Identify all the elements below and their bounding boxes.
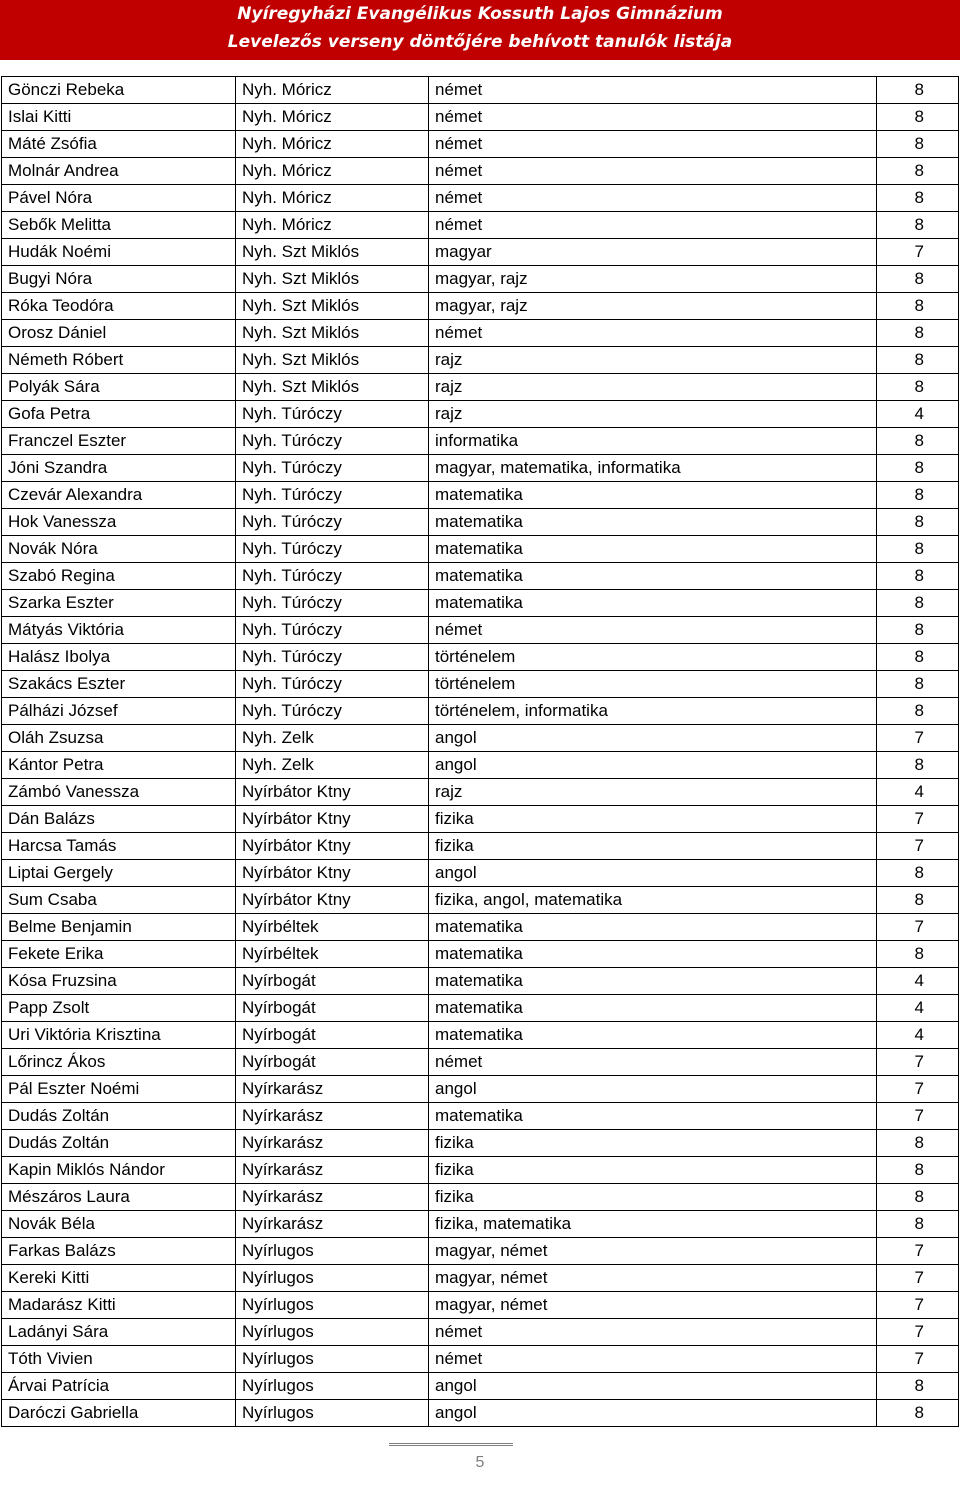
table-row [2,1238,959,1265]
student-name-cell: Szakács Eszter [2,671,236,698]
table-row [2,833,959,860]
subject-cell: fizika [429,833,877,860]
school-cell: Nyírkarász [236,1103,429,1130]
grade-cell: 8 [877,644,959,671]
subject-cell: rajz [429,779,877,806]
student-name-cell: Kereki Kitti [2,1265,236,1292]
grade-cell: 8 [877,860,959,887]
table-row [2,509,959,536]
subject-cell: magyar, német [429,1238,877,1265]
subject-cell: német [429,320,877,347]
table-row [2,158,959,185]
grade-cell: 8 [877,698,959,725]
student-name-cell: Lőrincz Ákos [2,1049,236,1076]
grade-cell: 8 [877,941,959,968]
table-row [2,374,959,401]
student-name-cell: Máté Zsófia [2,131,236,158]
student-name-cell: Sebők Melitta [2,212,236,239]
grade-cell: 8 [877,158,959,185]
subject-cell: matematika [429,563,877,590]
grade-cell: 8 [877,671,959,698]
school-cell: Nyh. Szt Miklós [236,320,429,347]
grade-cell: 8 [877,563,959,590]
school-cell: Nyh. Túróczy [236,482,429,509]
school-cell: Nyh. Móricz [236,104,429,131]
student-name-cell: Dán Balázs [2,806,236,833]
table-row [2,617,959,644]
table-row [2,536,959,563]
school-cell: Nyh. Móricz [236,131,429,158]
school-cell: Nyh. Zelk [236,725,429,752]
grade-cell: 7 [877,239,959,266]
student-name-cell: Kántor Petra [2,752,236,779]
subject-cell: angol [429,752,877,779]
student-name-cell: Róka Teodóra [2,293,236,320]
grade-cell: 8 [877,509,959,536]
grade-cell: 8 [877,428,959,455]
school-cell: Nyírbéltek [236,914,429,941]
grade-cell: 8 [877,374,959,401]
school-cell: Nyírlugos [236,1400,429,1427]
grade-cell: 4 [877,995,959,1022]
grade-cell: 8 [877,1373,959,1400]
student-name-cell: Molnár Andrea [2,158,236,185]
grade-cell: 8 [877,887,959,914]
student-name-cell: Pál Eszter Noémi [2,1076,236,1103]
student-name-cell: Németh Róbert [2,347,236,374]
table-row [2,1076,959,1103]
school-cell: Nyh. Túróczy [236,671,429,698]
grade-cell: 8 [877,455,959,482]
subject-cell: angol [429,1076,877,1103]
student-name-cell: Liptai Gergely [2,860,236,887]
table-row [2,1022,959,1049]
subject-cell: fizika [429,806,877,833]
list-title: Levelezős verseny döntőjére behívott tanulók listája [227,32,733,52]
subject-cell: angol [429,1400,877,1427]
student-name-cell: Franczel Eszter [2,428,236,455]
student-name-cell: Dudás Zoltán [2,1130,236,1157]
school-cell: Nyírbátor Ktny [236,887,429,914]
subject-cell: informatika [429,428,877,455]
student-name-cell: Ladányi Sára [2,1319,236,1346]
grade-cell: 7 [877,1319,959,1346]
grade-cell: 8 [877,293,959,320]
school-cell: Nyh. Móricz [236,185,429,212]
grade-cell: 8 [877,1130,959,1157]
subject-cell: rajz [429,347,877,374]
document-header [0,0,960,60]
table-row [2,563,959,590]
school-cell: Nyírbogát [236,995,429,1022]
school-cell: Nyírlugos [236,1265,429,1292]
table-row [2,131,959,158]
school-cell: Nyírbogát [236,1049,429,1076]
subject-cell: rajz [429,374,877,401]
table-row [2,1130,959,1157]
student-name-cell: Polyák Sára [2,374,236,401]
subject-cell: történelem, informatika [429,698,877,725]
subject-cell: német [429,617,877,644]
table-row [2,752,959,779]
subject-cell: történelem [429,644,877,671]
subject-cell: matematika [429,1103,877,1130]
student-name-cell: Hudák Noémi [2,239,236,266]
student-name-cell: Kósa Fruzsina [2,968,236,995]
school-cell: Nyh. Túróczy [236,563,429,590]
school-cell: Nyírbátor Ktny [236,806,429,833]
table-row [2,1319,959,1346]
student-name-cell: Mészáros Laura [2,1184,236,1211]
student-name-cell: Árvai Patrícia [2,1373,236,1400]
subject-cell: angol [429,860,877,887]
subject-cell: matematika [429,968,877,995]
table-row [2,104,959,131]
subject-cell: matematika [429,1022,877,1049]
table-row [2,698,959,725]
student-name-cell: Papp Zsolt [2,995,236,1022]
student-name-cell: Novák Béla [2,1211,236,1238]
grade-cell: 7 [877,1292,959,1319]
table-row [2,1346,959,1373]
student-name-cell: Orosz Dániel [2,320,236,347]
grade-cell: 7 [877,1076,959,1103]
grade-cell: 8 [877,752,959,779]
school-cell: Nyírkarász [236,1130,429,1157]
school-cell: Nyh. Móricz [236,158,429,185]
subject-cell: matematika [429,482,877,509]
school-cell: Nyh. Móricz [236,212,429,239]
table-row [2,185,959,212]
subject-cell: magyar, matematika, informatika [429,455,877,482]
school-cell: Nyh. Szt Miklós [236,374,429,401]
school-cell: Nyh. Túróczy [236,401,429,428]
student-name-cell: Szarka Eszter [2,590,236,617]
subject-cell: magyar, rajz [429,266,877,293]
table-row [2,1292,959,1319]
subject-cell: magyar, rajz [429,293,877,320]
table-row [2,1049,959,1076]
table-row [2,1103,959,1130]
student-name-cell: Halász Ibolya [2,644,236,671]
school-name: Nyíregyházi Evangélikus Kossuth Lajos Gimnázium [237,4,723,24]
student-name-cell: Tóth Vivien [2,1346,236,1373]
subject-cell: angol [429,725,877,752]
school-cell: Nyh. Szt Miklós [236,347,429,374]
subject-cell: német [429,131,877,158]
grade-cell: 7 [877,1346,959,1373]
subject-cell: német [429,185,877,212]
student-name-cell: Fekete Erika [2,941,236,968]
school-cell: Nyh. Túróczy [236,698,429,725]
student-name-cell: Madarász Kitti [2,1292,236,1319]
subject-cell: fizika, matematika [429,1211,877,1238]
table-row [2,77,959,104]
student-name-cell: Czevár Alexandra [2,482,236,509]
school-cell: Nyírbogát [236,968,429,995]
grade-cell: 8 [877,482,959,509]
student-name-cell: Gofa Petra [2,401,236,428]
school-cell: Nyírlugos [236,1238,429,1265]
table-row [2,671,959,698]
student-name-cell: Jóni Szandra [2,455,236,482]
subject-cell: matematika [429,941,877,968]
school-cell: Nyírbogát [236,1022,429,1049]
student-table [1,76,959,1427]
student-name-cell: Mátyás Viktória [2,617,236,644]
school-cell: Nyírlugos [236,1346,429,1373]
subject-cell: angol [429,1373,877,1400]
grade-cell: 4 [877,1022,959,1049]
school-cell: Nyh. Túróczy [236,590,429,617]
student-name-cell: Zámbó Vanessza [2,779,236,806]
school-cell: Nyh. Szt Miklós [236,239,429,266]
grade-cell: 7 [877,1265,959,1292]
subject-cell: fizika, angol, matematika [429,887,877,914]
subject-cell: fizika [429,1157,877,1184]
table-row [2,212,959,239]
subject-cell: magyar [429,239,877,266]
student-name-cell: Islai Kitti [2,104,236,131]
page-number: 5 [475,1454,485,1471]
grade-cell: 8 [877,1157,959,1184]
school-cell: Nyírlugos [236,1373,429,1400]
grade-cell: 7 [877,833,959,860]
school-cell: Nyh. Móricz [236,77,429,104]
table-row [2,401,959,428]
table-row [2,968,959,995]
subject-cell: fizika [429,1130,877,1157]
school-cell: Nyh. Túróczy [236,509,429,536]
student-name-cell: Harcsa Tamás [2,833,236,860]
student-name-cell: Uri Viktória Krisztina [2,1022,236,1049]
table-row [2,995,959,1022]
school-cell: Nyh. Túróczy [236,644,429,671]
school-cell: Nyírbátor Ktny [236,833,429,860]
school-cell: Nyírbéltek [236,941,429,968]
school-cell: Nyírlugos [236,1292,429,1319]
table-row [2,1211,959,1238]
grade-cell: 4 [877,968,959,995]
student-name-cell: Farkas Balázs [2,1238,236,1265]
grade-cell: 8 [877,1184,959,1211]
grade-cell: 7 [877,1049,959,1076]
table-row [2,644,959,671]
grade-cell: 8 [877,320,959,347]
grade-cell: 8 [877,1211,959,1238]
subject-cell: történelem [429,671,877,698]
grade-cell: 8 [877,1400,959,1427]
grade-cell: 8 [877,212,959,239]
grade-cell: 8 [877,131,959,158]
table-row [2,428,959,455]
grade-cell: 8 [877,104,959,131]
table-row [2,860,959,887]
school-cell: Nyírbátor Ktny [236,860,429,887]
subject-cell: német [429,158,877,185]
grade-cell: 4 [877,779,959,806]
school-cell: Nyírkarász [236,1211,429,1238]
subject-cell: német [429,1346,877,1373]
student-name-cell: Oláh Zsuzsa [2,725,236,752]
table-row [2,266,959,293]
student-name-cell: Pálházi József [2,698,236,725]
student-name-cell: Dudás Zoltán [2,1103,236,1130]
subject-cell: magyar, német [429,1292,877,1319]
student-name-cell: Belme Benjamin [2,914,236,941]
school-cell: Nyh. Túróczy [236,455,429,482]
subject-cell: matematika [429,509,877,536]
student-name-cell: Daróczi Gabriella [2,1400,236,1427]
table-row [2,239,959,266]
table-row [2,1400,959,1427]
grade-cell: 7 [877,914,959,941]
student-name-cell: Hok Vanessza [2,509,236,536]
school-cell: Nyírbátor Ktny [236,779,429,806]
grade-cell: 8 [877,185,959,212]
grade-cell: 7 [877,1238,959,1265]
table-row [2,293,959,320]
grade-cell: 8 [877,347,959,374]
table-row [2,320,959,347]
grade-cell: 7 [877,806,959,833]
subject-cell: matematika [429,914,877,941]
grade-cell: 7 [877,725,959,752]
school-cell: Nyh. Szt Miklós [236,293,429,320]
table-row [2,1265,959,1292]
table-row [2,725,959,752]
student-name-cell: Novák Nóra [2,536,236,563]
page-number-rule [389,1443,513,1446]
grade-cell: 7 [877,1103,959,1130]
student-name-cell: Kapin Miklós Nándor [2,1157,236,1184]
school-cell: Nyh. Túróczy [236,428,429,455]
subject-cell: német [429,104,877,131]
school-cell: Nyírkarász [236,1076,429,1103]
table-row [2,779,959,806]
table-row [2,887,959,914]
school-cell: Nyh. Túróczy [236,536,429,563]
grade-cell: 8 [877,617,959,644]
table-row [2,1184,959,1211]
school-cell: Nyírkarász [236,1157,429,1184]
subject-cell: magyar, német [429,1265,877,1292]
subject-cell: német [429,1049,877,1076]
grade-cell: 8 [877,536,959,563]
grade-cell: 8 [877,266,959,293]
subject-cell: matematika [429,995,877,1022]
table-row [2,914,959,941]
table-row [2,482,959,509]
table-row [2,590,959,617]
student-name-cell: Sum Csaba [2,887,236,914]
table-row [2,941,959,968]
student-name-cell: Pável Nóra [2,185,236,212]
table-row [2,1373,959,1400]
subject-cell: fizika [429,1184,877,1211]
school-cell: Nyh. Szt Miklós [236,266,429,293]
table-row [2,1157,959,1184]
subject-cell: német [429,1319,877,1346]
table-row [2,806,959,833]
table-row [2,455,959,482]
grade-cell: 8 [877,590,959,617]
student-name-cell: Gönczi Rebeka [2,77,236,104]
student-table-body [2,77,959,1427]
school-cell: Nyh. Túróczy [236,617,429,644]
grade-cell: 8 [877,77,959,104]
subject-cell: matematika [429,536,877,563]
student-name-cell: Szabó Regina [2,563,236,590]
student-name-cell: Bugyi Nóra [2,266,236,293]
table-row [2,347,959,374]
subject-cell: matematika [429,590,877,617]
subject-cell: rajz [429,401,877,428]
school-cell: Nyírkarász [236,1184,429,1211]
school-cell: Nyh. Zelk [236,752,429,779]
subject-cell: német [429,77,877,104]
grade-cell: 4 [877,401,959,428]
subject-cell: német [429,212,877,239]
school-cell: Nyírlugos [236,1319,429,1346]
